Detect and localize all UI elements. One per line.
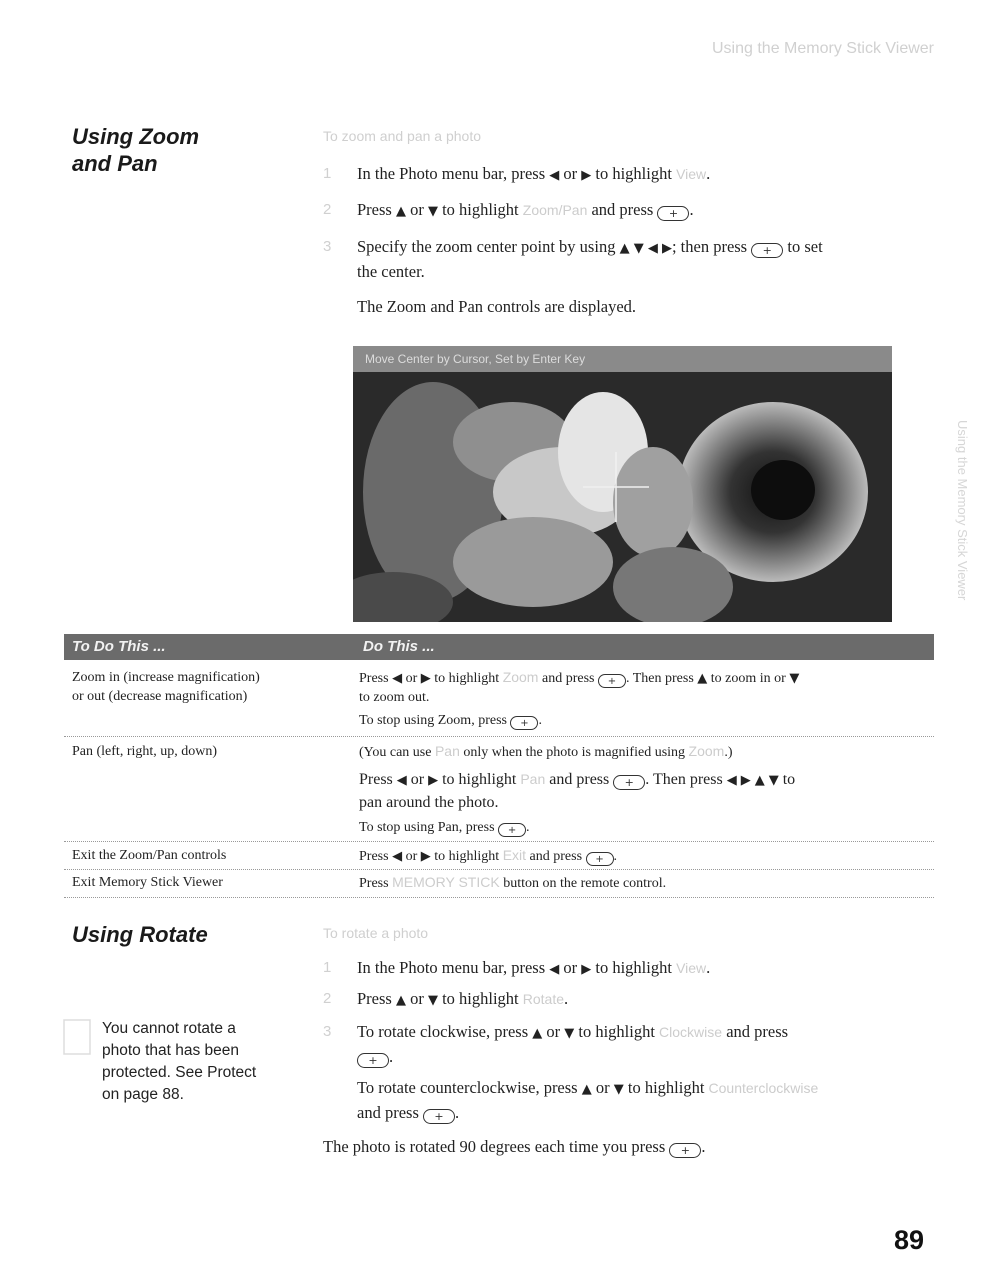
menu-option-highlight: Zoom bbox=[502, 669, 539, 685]
down-arrow-icon: ▼ bbox=[613, 1082, 624, 1097]
zoom-result: The Zoom and Pan controls are displayed. bbox=[357, 297, 637, 316]
step-number: 1 bbox=[323, 165, 332, 182]
down-arrow-icon: ▼ bbox=[427, 204, 438, 219]
rotate-step-1: 1 In the Photo menu bar, press ◀ or ▶ to highlight View. bbox=[323, 958, 711, 977]
left-arrow-icon: ◀ bbox=[549, 168, 560, 183]
table-header bbox=[64, 634, 934, 660]
enter-button-icon: + bbox=[357, 1053, 389, 1068]
enter-button-icon: + bbox=[669, 1143, 701, 1158]
left-arrow-icon: ◀ bbox=[726, 773, 737, 788]
table-header-col2: Do This ... bbox=[363, 638, 435, 655]
zoom-step-1: 1 In the Photo menu bar, press ◀ or ▶ to highlight View. bbox=[323, 164, 711, 183]
table-row-zoom-what: Zoom in (increase magnification) or out (decrease magnification) bbox=[72, 670, 260, 704]
zoom-title-line2: and Pan bbox=[72, 151, 158, 176]
step-number: 2 bbox=[323, 990, 332, 1007]
down-arrow-icon: ▼ bbox=[789, 671, 800, 686]
running-head: Using the Memory Stick Viewer bbox=[712, 40, 934, 57]
rotate-result: The photo is rotated 90 degrees each time you press + . bbox=[323, 1137, 706, 1157]
menu-option-highlight: View bbox=[676, 166, 707, 182]
right-arrow-icon: ▶ bbox=[581, 962, 592, 977]
rotate-step-3: 3 To rotate clockwise, press ▲ or ▼ to highlight Clockwise and press + . To rotate counterclockwise, press ▲ or ▼ to highlight Counterclockwise and press + . bbox=[323, 1022, 819, 1123]
menu-option-highlight: Zoom bbox=[688, 743, 725, 759]
photo-status-bar: Move Center by Cursor, Set by Enter Key bbox=[353, 346, 892, 372]
table-row-exit-viewer-what: Exit Memory Stick Viewer bbox=[72, 875, 223, 890]
left-arrow-icon: ◀ bbox=[396, 773, 407, 788]
right-arrow-icon: ▶ bbox=[420, 671, 431, 686]
down-arrow-icon: ▼ bbox=[633, 241, 644, 256]
down-arrow-icon: ▼ bbox=[427, 993, 438, 1008]
zoom-subtitle: To zoom and pan a photo bbox=[323, 128, 482, 144]
up-arrow-icon: ▲ bbox=[395, 204, 406, 219]
table-row-exit-viewer-how: Press MEMORY STICK button on the remote control. bbox=[359, 874, 667, 891]
left-arrow-icon: ◀ bbox=[392, 671, 403, 686]
enter-button-icon: + bbox=[751, 243, 783, 258]
enter-button-icon: + bbox=[510, 716, 538, 730]
rotate-step-2: 2 Press ▲ or ▼ to highlight Rotate. bbox=[323, 989, 569, 1008]
up-arrow-icon: ▲ bbox=[754, 773, 765, 788]
left-arrow-icon: ◀ bbox=[392, 849, 403, 864]
right-arrow-icon: ▶ bbox=[740, 773, 751, 788]
down-arrow-icon: ▼ bbox=[768, 773, 779, 788]
memory-stick-button-icon: MEMORY STICK bbox=[392, 874, 500, 890]
zoom-title-line1: Using Zoom bbox=[72, 124, 200, 149]
table-divider bbox=[64, 736, 934, 737]
step-number: 2 bbox=[323, 201, 332, 218]
right-arrow-icon: ▶ bbox=[428, 773, 439, 788]
table-divider bbox=[64, 841, 934, 842]
menu-option-highlight: Counterclockwise bbox=[708, 1080, 819, 1096]
table-row-exit-controls-what: Exit the Zoom/Pan controls bbox=[72, 848, 227, 863]
photo-screenshot bbox=[353, 346, 892, 622]
enter-button-icon: + bbox=[586, 852, 614, 866]
note-text: You cannot rotate a photo that has been protected. See Protect on page 88. bbox=[102, 1020, 257, 1103]
step-number: 1 bbox=[323, 959, 332, 976]
page-number: 89 bbox=[894, 1225, 925, 1255]
table-row-zoom-how: Press ◀ or ▶ to highlight Zoom and press + . Then press ▲ to zoom in or ▼ to zoom out. To stop using Zoom, press + . bbox=[359, 669, 800, 729]
table-divider bbox=[64, 897, 934, 898]
enter-button-icon: + bbox=[657, 206, 689, 221]
table-row-exit-controls-how: Press ◀ or ▶ to highlight Exit and press + . bbox=[359, 847, 618, 865]
up-arrow-icon: ▲ bbox=[697, 671, 708, 686]
table-divider bbox=[64, 869, 934, 870]
right-arrow-icon: ▶ bbox=[420, 849, 431, 864]
menu-option-highlight: Pan bbox=[520, 771, 546, 787]
note-icon bbox=[62, 1018, 96, 1058]
menu-option-highlight: Clockwise bbox=[659, 1024, 723, 1040]
up-arrow-icon: ▲ bbox=[395, 993, 406, 1008]
down-arrow-icon: ▼ bbox=[564, 1026, 575, 1041]
left-arrow-icon: ◀ bbox=[549, 962, 560, 977]
enter-button-icon: + bbox=[598, 674, 626, 688]
step-number: 3 bbox=[323, 1023, 332, 1040]
right-arrow-icon: ▶ bbox=[581, 168, 592, 183]
zoom-step-3: 3 Specify the zoom center point by using ▲ ▼ ◀ ▶; then press + to set the center. bbox=[323, 237, 823, 281]
table-row-pan-how: (You can use Pan only when the photo is magnified using Zoom.) Press ◀ or ▶ to highlight Pan and press + . Then press ◀ ▶ ▲ ▼ to pan around the photo. To stop using Pan, press + . bbox=[359, 743, 796, 836]
menu-option-highlight: Rotate bbox=[522, 991, 565, 1007]
enter-button-icon: + bbox=[613, 775, 645, 790]
flower-photo-image bbox=[353, 372, 892, 622]
zoom-section-title bbox=[72, 123, 199, 177]
menu-option-highlight: Zoom/Pan bbox=[522, 202, 588, 218]
rotate-subtitle: To rotate a photo bbox=[323, 925, 429, 941]
up-arrow-icon: ▲ bbox=[532, 1026, 543, 1041]
left-arrow-icon: ◀ bbox=[647, 241, 658, 256]
zoom-step-2: 2 Press ▲ or ▼ to highlight Zoom/Pan and press + . bbox=[323, 200, 694, 220]
up-arrow-icon: ▲ bbox=[581, 1082, 592, 1097]
menu-option-highlight: Pan bbox=[434, 743, 460, 759]
table-header-col1: To Do This ... bbox=[72, 638, 166, 655]
side-tab: Using the Memory Stick Viewer bbox=[955, 420, 970, 601]
enter-button-icon: + bbox=[498, 823, 526, 837]
menu-option-highlight: View bbox=[676, 960, 707, 976]
enter-button-icon: + bbox=[423, 1109, 455, 1124]
menu-option-highlight: Exit bbox=[502, 847, 527, 863]
up-arrow-icon: ▲ bbox=[619, 241, 630, 256]
table-row-pan-what: Pan (left, right, up, down) bbox=[72, 744, 218, 759]
rotate-section-title: Using Rotate bbox=[72, 922, 208, 947]
step-number: 3 bbox=[323, 238, 332, 255]
right-arrow-icon: ▶ bbox=[661, 241, 672, 256]
